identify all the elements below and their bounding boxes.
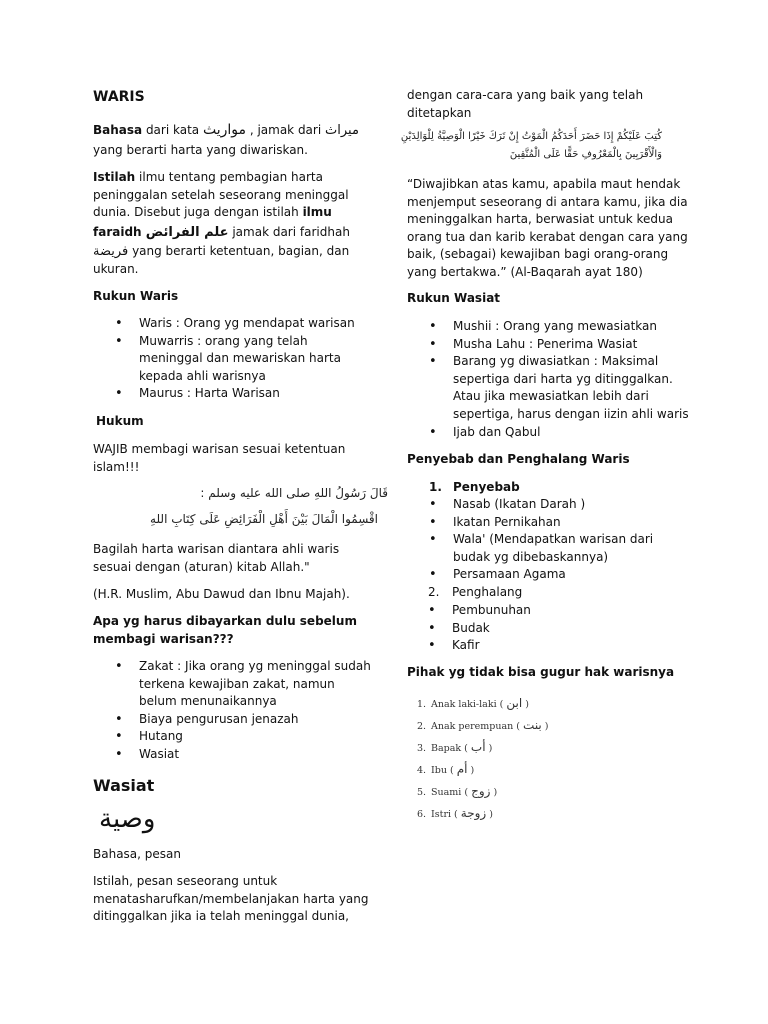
apa-item: • Wasiat xyxy=(139,746,379,764)
bahasa-pesan: Bahasa, pesan xyxy=(93,847,181,861)
pihak-row: 6. Istri ( زوجة ) xyxy=(417,806,493,820)
penyebab-section xyxy=(429,479,707,497)
hadith-arabic-line1: قَالَ رَسُولُ اللهِ صلى الله عليه وسلم : xyxy=(200,486,388,500)
continuation-text: dengan cara-cara yang baik yang telah ditetapkan xyxy=(407,88,644,120)
arabic-mawarits: مواريث xyxy=(202,122,246,138)
penyebab-list xyxy=(453,496,707,584)
penghalang-item: • Budak xyxy=(452,620,706,638)
page-title: WARIS xyxy=(93,89,145,105)
pihak-row: 3. Bapak ( أب ) xyxy=(417,740,493,754)
apa-list xyxy=(139,658,379,764)
penyebab-item: • Ikatan Pernikahan xyxy=(453,514,707,532)
wasiat-heading: Wasiat xyxy=(93,776,155,795)
istilah-wasiat: Istilah, pesan seseorang untuk menatasharufkan/membelanjakan harta yang ditinggalkan jika ia telah meninggal dunia, xyxy=(93,874,369,924)
apa-heading: Apa yg harus dibayarkan dulu sebelum membagi warisan??? xyxy=(93,614,357,646)
rukun-wasiat-item: • Barang yg diwasiatkan : Maksimal sepertiga dari harta yg ditinggalkan. Atau jika mewasiatkan lebih dari sepertiga, harus dengan iizin ahli waris xyxy=(453,353,707,423)
apa-item: • Hutang xyxy=(139,728,379,746)
rukun-wasiat-heading: Rukun Wasiat xyxy=(407,291,501,305)
penyebab-item: • Nasab (Ikatan Darah ) xyxy=(453,496,707,514)
rukun-waris-item: • Waris : Orang yg mendapat warisan xyxy=(139,315,379,333)
verse-arabic-line2: وَالْأَقْرَبِينَ بِالْمَعْرُوفِ حَقًّا عَلَى الْمُتَّقِينَ xyxy=(509,149,662,160)
pihak-row: 1. Anak laki-laki ( ابن ) xyxy=(417,696,529,710)
rukun-waris-list xyxy=(139,315,379,403)
hadith-translation: Bagilah harta warisan diantara ahli waris sesuai dengan (aturan) kitab Allah." xyxy=(93,542,340,574)
penghalang-list xyxy=(452,602,706,655)
hadith-source: (H.R. Muslim, Abu Dawud dan Ibnu Majah). xyxy=(93,587,350,601)
rukun-waris-item: • Muwarris : orang yang telah meninggal dan mewariskan harta kepada ahli warisnya xyxy=(139,333,379,386)
bahasa-label: Bahasa xyxy=(93,123,143,137)
verse-translation: “Diwajibkan atas kamu, apabila maut hendak menjemput seseorang di antara kamu, jika dia meninggalkan harta, berwasiat untuk kedua orang tua dan karib kerabat dengan cara yang baik, (sebagai) kewajiban bagi orang-orang yang bertakwa.” (Al-Baqarah ayat 180) xyxy=(407,177,688,279)
rukun-wasiat-item: • Mushii : Orang yang mewasiatkan xyxy=(453,318,707,336)
rukun-wasiat-list xyxy=(453,318,707,441)
apa-item: • Zakat : Jika orang yg meninggal sudah terkena kewajiban zakat, namun belum menunaikannya xyxy=(139,658,379,711)
penghalang-item: • Kafir xyxy=(452,637,706,655)
rukun-wasiat-item: • Ijab dan Qabul xyxy=(453,424,707,442)
rukun-waris-item: • Maurus : Harta Warisan xyxy=(139,385,379,403)
apa-item: • Biaya pengurusan jenazah xyxy=(139,711,379,729)
pihak-row: 4. Ibu ( أم ) xyxy=(417,762,475,776)
pihak-heading: Pihak yg tidak bisa gugur hak warisnya xyxy=(407,665,675,679)
penyebab-item: • Wala' (Mendapatkan warisan dari budak yg dibebaskannya) xyxy=(453,531,707,566)
hukum-text: WAJIB membagi warisan sesuai ketentuan islam!!! xyxy=(93,442,346,474)
penyebab-heading: Penyebab dan Penghalang Waris xyxy=(407,452,630,466)
penghalang-section xyxy=(428,584,706,602)
pihak-row: 2. Anak perempuan ( بنت ) xyxy=(417,718,549,732)
penyebab-numbered-item: 1. Penyebab xyxy=(429,480,520,494)
penyebab-item: • Persamaan Agama xyxy=(453,566,707,584)
rukun-waris-heading: Rukun Waris xyxy=(93,289,179,303)
arabic-mirats: ميراث xyxy=(325,123,359,138)
hadith-arabic-line2: اقْسِمُوا الْمَالَ بَيْنَ أَهْلِ الْفَرَائِضِ عَلَى كِتَابِ اللهِ xyxy=(150,512,378,526)
penghalang-item: • Pembunuhan xyxy=(452,602,706,620)
wasiat-arabic: وصية xyxy=(99,804,156,834)
penghalang-numbered-item: 2. Penghalang xyxy=(428,585,523,599)
bahasa-paragraph: Bahasa dari kata مواريث , jamak dari ميراث yang berarti harta yang diwariskan. xyxy=(93,122,359,157)
pihak-table xyxy=(417,692,549,824)
rukun-wasiat-item: • Musha Lahu : Penerima Wasiat xyxy=(453,336,707,354)
istilah-paragraph: Istilah ilmu tentang pembagian harta peninggalan setelah seseorang meninggal dunia. Disebut juga dengan istilah ilmu faraidh علم الفرائض jamak dari faridhah فريضة yang berarti ketentuan, bagian, dan ukuran. xyxy=(93,170,350,276)
verse-arabic-line1: كُتِبَ عَلَيْكُمْ إِذَا حَضَرَ أَحَدَكُمُ الْمَوْتُ إِنْ تَرَكَ خَيْرًا الْوَصِيَّةُ لِلْوَالِدَيْنِ xyxy=(400,131,662,142)
arabic-ilmu-faraidh: علم الفرائض xyxy=(145,224,229,240)
pihak-row: 5. Suami ( زوج ) xyxy=(417,784,498,798)
hukum-heading: Hukum xyxy=(96,414,144,428)
arabic-faridhah: فريضة xyxy=(93,244,129,260)
